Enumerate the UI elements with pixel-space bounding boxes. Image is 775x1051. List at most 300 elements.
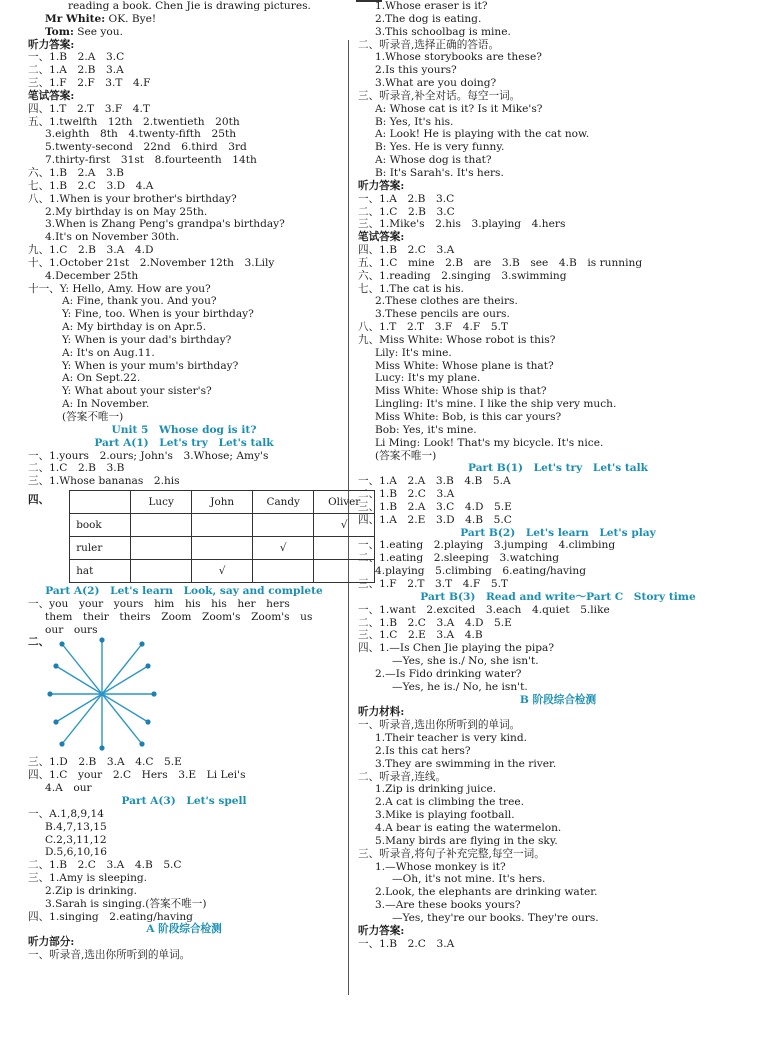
line-text: Y: When is your mum's birthday? — [62, 359, 239, 372]
answer-line — [28, 64, 340, 77]
answer-line — [358, 822, 758, 835]
table-header: Lucy — [131, 491, 192, 514]
answer-line — [28, 13, 340, 26]
line-text: 2.A cat is climbing the tree. — [375, 796, 525, 809]
answer-line — [358, 116, 758, 129]
answer-line — [358, 64, 758, 77]
line-text: Lingling: It's mine. I like the ship very much. — [375, 398, 617, 411]
answer-line — [28, 898, 340, 911]
answer-line — [358, 372, 758, 385]
line-text: 3.Sarah is singing.(答案不唯一) — [45, 897, 207, 910]
matching-dot — [145, 664, 150, 669]
answer-line — [28, 167, 340, 180]
answer-line — [28, 270, 340, 283]
line-text: —Oh, it's not mine. It's hers. — [392, 873, 546, 886]
answer-line — [28, 462, 340, 475]
table-cell — [253, 514, 314, 537]
left-column — [28, 0, 361, 962]
table-prefix: 四、 — [28, 494, 50, 507]
answer-line — [358, 501, 758, 514]
line-text: 一、1.B 2.A 3.C — [28, 51, 125, 64]
line-text: A: On Sept.22. — [62, 372, 141, 385]
section-heading: Unit 5 Whose dog is it? — [111, 423, 257, 436]
line-text: 4.It's on November 30th. — [45, 231, 180, 244]
line-text: our ours — [45, 623, 98, 636]
answer-line — [358, 809, 758, 822]
table-row-label: hat — [70, 560, 131, 583]
answer-line — [28, 372, 340, 385]
answer-line — [28, 872, 340, 885]
answer-line — [28, 154, 340, 167]
table-header: Oliver — [314, 491, 375, 514]
line-label: 听力答案: — [358, 924, 405, 937]
line-text: 4.A bear is eating the watermelon. — [375, 822, 562, 834]
section-heading: Part A(3) Let's spell — [121, 794, 247, 807]
answer-line — [358, 103, 758, 116]
answer-line — [358, 629, 758, 642]
answer-line — [28, 218, 340, 231]
line-text: 八、1.When is your brother's birthday? — [28, 192, 237, 205]
line-text: D.5,6,10,16 — [45, 846, 108, 859]
line-text: 二、听录音,连线。 — [358, 770, 447, 783]
section-heading: Part B(3) Read and write～Part C Story time — [420, 590, 696, 603]
answer-line — [358, 26, 758, 39]
answer-line — [358, 128, 758, 141]
answer-line — [28, 128, 340, 141]
line-text: reading a book. Chen Jie is drawing pictures. — [54, 0, 311, 12]
answer-line — [358, 347, 758, 360]
line-text: B: Yes. He is very funny. — [375, 141, 505, 154]
answer-line — [28, 90, 340, 103]
line-text: 3.Mike is playing football. — [375, 809, 515, 822]
answer-line — [358, 90, 758, 103]
line-text: 八、1.T 2.T 3.F 4.F 5.T — [358, 321, 508, 334]
table-row — [70, 514, 375, 537]
line-text: B.4,7,13,15 — [45, 820, 107, 833]
answer-line — [28, 244, 340, 257]
line-text: 3.What are you doing? — [375, 77, 497, 90]
line-text: 三、1.B 2.A 3.C 4.D 5.E — [358, 500, 512, 513]
line-text: 五、1.twelfth 12th 2.twentieth 20th — [28, 115, 240, 128]
line-text: 一、1.B 2.C 3.A — [358, 937, 455, 950]
line-text: 四、1.—Is Chen Jie playing the pipa? — [358, 642, 555, 655]
line-text: 2.Is this cat hers? — [375, 744, 471, 757]
answer-line — [358, 244, 758, 257]
table-cell — [192, 514, 253, 537]
line-text: 一、听录音,选出你所听到的单词。 — [358, 719, 521, 732]
line-label: Mr White: — [45, 12, 106, 25]
answer-line — [358, 681, 758, 694]
answer-line — [358, 270, 758, 283]
answer-line — [358, 411, 758, 424]
answer-line — [358, 925, 758, 938]
line-text: 5.Many birds are flying in the sky. — [375, 834, 558, 847]
line-text: 1.Zip is drinking juice. — [375, 783, 497, 796]
line-text: 三、听录音,补全对话。每空一词。 — [358, 89, 521, 102]
answer-line — [358, 617, 758, 630]
line-text: 2.The dog is eating. — [375, 12, 482, 25]
section-heading: Part A(1) Let's try Let's talk — [94, 436, 274, 449]
line-text: C.2,3,11,12 — [45, 833, 107, 846]
line-text: A: Fine, thank you. And you? — [62, 295, 217, 308]
answer-line — [358, 308, 758, 321]
right-lines — [358, 0, 758, 950]
answer-line — [28, 51, 340, 64]
answer-line — [28, 206, 340, 219]
table-cell: √ — [192, 560, 253, 583]
line-text: 3.They are swimming in the river. — [375, 757, 557, 770]
answer-line — [358, 552, 758, 565]
matching-dot — [139, 642, 144, 647]
answer-line — [358, 655, 758, 668]
line-text: OK. Bye! — [105, 12, 157, 25]
answer-line — [358, 334, 758, 347]
table-cell — [131, 560, 192, 583]
answer-line — [28, 77, 340, 90]
answer-line — [358, 745, 758, 758]
matching-dot — [139, 742, 144, 747]
left-lines-a — [28, 0, 340, 488]
answer-line — [358, 283, 758, 296]
line-text: 1.—Whose monkey is it? — [375, 860, 506, 873]
line-text: 三、1.Mike's 2.his 3.playing 4.hers — [358, 218, 566, 231]
section-heading: Part B(2) Let's learn Let's play — [460, 526, 656, 539]
line-text: Lily: It's mine. — [375, 346, 452, 359]
answer-line — [28, 103, 340, 116]
table-header: Candy — [253, 491, 314, 514]
answer-line — [358, 848, 758, 861]
line-text: A: Whose cat is it? Is it Mike's? — [375, 102, 543, 115]
answer-line — [28, 26, 340, 39]
line-text: 2.My birthday is on May 25th. — [45, 205, 208, 218]
answer-line — [28, 624, 340, 637]
line-text: 4.playing 5.climbing 6.eating/having — [375, 565, 587, 578]
line-text: 一、1.eating 2.playing 3.jumping 4.climbing — [358, 539, 616, 552]
line-text: 二、1.A 2.B 3.A — [28, 64, 124, 77]
answer-line — [358, 668, 758, 681]
answer-line — [28, 257, 340, 270]
answer-line — [358, 360, 758, 373]
answer-line — [28, 141, 340, 154]
line-text: 三、1.Amy is sleeping. — [28, 872, 148, 885]
section-heading: Part B(1) Let's try Let's talk — [468, 462, 648, 475]
line-text: 1.Their teacher is very kind. — [375, 732, 528, 745]
answer-line — [358, 154, 758, 167]
answer-line — [28, 885, 340, 898]
line-label: 笔试答案: — [28, 89, 75, 102]
line-text: 1.Whose storybooks are these? — [375, 51, 542, 64]
diagram-label: 二、 — [28, 636, 50, 649]
answer-line — [358, 604, 758, 617]
answer-line — [28, 821, 340, 834]
answer-line — [28, 936, 340, 949]
line-text: 十一、Y: Hello, Amy. How are you? — [28, 282, 211, 295]
line-label: 听力答案: — [358, 179, 405, 192]
answer-line — [28, 116, 340, 129]
line-text: Li Ming: Look! That's my bicycle. It's nice. — [375, 436, 604, 449]
left-lines-c — [28, 756, 340, 962]
answer-line — [358, 295, 758, 308]
line-text: 三、听录音,将句子补充完整,每空一词。 — [358, 847, 545, 860]
answer-line — [358, 642, 758, 655]
line-label: Tom: — [45, 25, 74, 38]
table-cell — [192, 537, 253, 560]
answer-line — [358, 13, 758, 26]
line-label: 听力部分: — [28, 936, 75, 949]
line-text: 2.—Is Fido drinking water? — [375, 667, 522, 680]
answer-line — [28, 321, 340, 334]
answer-line — [358, 565, 758, 578]
answer-line — [358, 578, 758, 591]
line-text: 七、1.The cat is his. — [358, 282, 464, 295]
answer-line — [28, 949, 340, 962]
line-text: 一、听录音,选出你所听到的单词。 — [28, 949, 191, 962]
table-cell — [131, 514, 192, 537]
answer-line — [358, 257, 758, 270]
answer-line — [358, 231, 758, 244]
answer-line — [28, 782, 340, 795]
line-text: —Yes, he is./ No, he isn't. — [392, 680, 528, 693]
line-label: 笔试答案: — [358, 231, 405, 244]
matching-dot — [47, 692, 52, 697]
line-text: 四、1.B 2.C 3.A — [358, 244, 455, 257]
answer-line — [358, 835, 758, 848]
line-text: —Yes, they're our books. They're ours. — [392, 911, 599, 924]
line-text: 四、1.C your 2.C Hers 3.E Li Lei's — [28, 769, 246, 782]
line-text: Y: When is your dad's birthday? — [62, 333, 232, 346]
line-text: 一、1.A 2.B 3.C — [358, 192, 455, 205]
line-text: A: Look! He is playing with the cat now. — [375, 128, 590, 141]
matching-dot — [53, 720, 58, 725]
line-text: 3.When is Zhang Peng's grandpa's birthday? — [45, 218, 285, 231]
table-row-label: book — [70, 514, 131, 537]
answer-line — [28, 0, 340, 13]
answer-line — [358, 193, 758, 206]
section-heading: B 阶段综合检测 — [519, 693, 597, 706]
line-text: 二、1.eating 2.sleeping 3.watching — [358, 552, 560, 565]
line-text: 一、1.yours 2.ours; John's 3.Whose; Amy's — [28, 449, 269, 462]
answer-line — [358, 796, 758, 809]
answer-line — [28, 180, 340, 193]
line-text: Y: What about your sister's? — [62, 385, 212, 398]
answer-line — [358, 51, 758, 64]
right-column — [358, 0, 758, 950]
line-text: Bob: Yes, it's mine. — [375, 423, 477, 436]
answer-line — [358, 514, 758, 527]
line-text: A: Whose dog is that? — [375, 154, 492, 167]
line-text: 四、1.A 2.E 3.D 4.B 5.C — [358, 513, 512, 526]
line-label: 听力材料: — [358, 706, 405, 719]
matching-dot — [151, 692, 156, 697]
answer-line — [28, 911, 340, 924]
matching-dot — [99, 746, 104, 751]
line-text: Lucy: It's my plane. — [375, 372, 481, 385]
answer-line — [358, 886, 758, 899]
table-row — [70, 560, 375, 583]
answer-line — [28, 598, 340, 611]
matching-dot — [53, 664, 58, 669]
answer-line — [28, 39, 340, 52]
answer-line — [28, 756, 340, 769]
line-text: A: It's on Aug.11. — [62, 346, 155, 359]
answer-line — [358, 141, 758, 154]
line-text: 一、A.1,8,9,14 — [28, 807, 105, 820]
answer-line — [358, 424, 758, 437]
answer-line — [28, 283, 340, 296]
line-text: 三、1.Whose bananas 2.his — [28, 475, 180, 488]
matching-diagram — [28, 636, 340, 756]
answer-line — [358, 385, 758, 398]
line-text: 2.Zip is drinking. — [45, 884, 138, 897]
answer-line — [28, 347, 340, 360]
line-text: 7.thirty-first 31st 8.fourteenth 14th — [45, 154, 257, 167]
line-text: 二、1.B 2.C 3.A 4.D 5.E — [358, 616, 512, 629]
line-text: —Yes, she is./ No, she isn't. — [392, 655, 539, 668]
line-text: 2.Is this yours? — [375, 64, 457, 77]
line-text: 六、1.reading 2.singing 3.swimming — [358, 269, 567, 282]
answer-line — [358, 488, 758, 501]
matching-dot — [99, 638, 104, 643]
line-text: 一、1.want 2.excited 3.each 4.quiet 5.like — [358, 603, 610, 616]
answer-table — [69, 490, 375, 583]
line-text: B: It's Sarah's. It's hers. — [375, 166, 504, 179]
matching-dot — [145, 720, 150, 725]
line-text: See you. — [73, 25, 123, 38]
answer-line — [358, 771, 758, 784]
line-text: 一、you your yours him his his her hers — [28, 597, 290, 610]
line-text: 二、1.B 2.C 3.A 4.B 5.C — [28, 859, 182, 872]
line-text: 3.eighth 8th 4.twenty-fifth 25th — [45, 128, 237, 141]
answer-line — [358, 719, 758, 732]
answer-line — [28, 398, 340, 411]
line-text: 4.December 25th — [45, 269, 139, 282]
answer-line — [358, 321, 758, 334]
line-text: 一、1.A 2.A 3.B 4.B 5.A — [358, 475, 511, 488]
line-text: Miss White: Whose ship is that? — [375, 385, 547, 398]
line-text: (答案不唯一) — [375, 449, 437, 462]
line-text: 2.Look, the elephants are drinking water. — [375, 886, 598, 899]
answer-line — [28, 231, 340, 244]
answer-line — [358, 758, 758, 771]
line-text: 七、1.B 2.C 3.D 4.A — [28, 179, 154, 192]
answer-line — [28, 334, 340, 347]
table-corner — [70, 491, 131, 514]
answer-line — [28, 308, 340, 321]
answer-line — [358, 218, 758, 231]
line-label: 听力答案: — [28, 38, 75, 51]
answer-line — [358, 706, 758, 719]
line-text: 二、1.B 2.C 3.A — [358, 488, 455, 501]
line-text: 六、1.B 2.A 3.B — [28, 166, 124, 179]
answer-line — [358, 77, 758, 90]
section-heading: A 阶段综合检测 — [146, 923, 222, 936]
line-text: 四、1.T 2.T 3.F 4.T — [28, 102, 150, 115]
answer-line — [28, 385, 340, 398]
answer-line — [28, 846, 340, 859]
answer-line — [28, 808, 340, 821]
answer-line — [28, 475, 340, 488]
answer-line — [358, 861, 758, 874]
line-text: 三、1.D 2.B 3.A 4.C 5.E — [28, 756, 182, 769]
line-text: Miss White: Whose plane is that? — [375, 359, 554, 372]
answer-line — [28, 411, 340, 424]
answer-line — [358, 39, 758, 52]
line-text: 九、1.C 2.B 3.A 4.D — [28, 244, 154, 257]
answer-table-block — [28, 488, 361, 585]
answer-line — [28, 834, 340, 847]
line-text: Miss White: Bob, is this car yours? — [375, 411, 562, 423]
answer-line — [358, 938, 758, 951]
line-text: 二、1.C 2.B 3.B — [28, 462, 125, 475]
answer-line — [358, 167, 758, 180]
line-text: A: In November. — [62, 398, 150, 411]
answer-line — [28, 295, 340, 308]
answer-line — [28, 450, 340, 463]
table-cell: √ — [314, 514, 375, 537]
answer-line — [358, 450, 758, 463]
table-cell — [253, 560, 314, 583]
line-text: B: Yes, It's his. — [375, 115, 454, 128]
line-text: 五、1.C mine 2.B are 3.B see 4.B is running — [358, 256, 643, 269]
answer-line — [358, 783, 758, 796]
line-text: 3.This schoolbag is mine. — [375, 25, 511, 38]
section-heading: Part A(2) Let's learn Look, say and complete — [45, 585, 323, 598]
answer-line — [358, 475, 758, 488]
answer-line — [28, 859, 340, 872]
line-text: 十、1.October 21st 2.November 12th 3.Lily — [28, 256, 275, 269]
answer-line — [358, 398, 758, 411]
answer-line — [28, 611, 340, 624]
answer-line — [358, 539, 758, 552]
line-text: A: My birthday is on Apr.5. — [62, 321, 207, 334]
line-text: 九、Miss White: Whose robot is this? — [358, 333, 556, 346]
line-text: Y: Fine, too. When is your birthday? — [62, 308, 254, 321]
line-text: 三、1.F 2.T 3.T 4.F 5.T — [358, 577, 508, 590]
matching-dot — [59, 742, 64, 747]
line-text: 5.twenty-second 22nd 6.third 3rd — [45, 141, 247, 154]
line-text: 3.These pencils are ours. — [375, 308, 510, 321]
line-text: 三、1.F 2.F 3.T 4.F — [28, 77, 151, 90]
answer-line — [28, 769, 340, 782]
line-text: 二、1.C 2.B 3.C — [358, 205, 455, 218]
answer-line — [358, 912, 758, 925]
table-header: John — [192, 491, 253, 514]
answer-line — [28, 360, 340, 373]
answer-line — [358, 437, 758, 450]
answer-line — [28, 193, 340, 206]
line-text: 四、1.singing 2.eating/having — [28, 910, 193, 923]
answer-line — [358, 0, 758, 13]
table-row — [70, 537, 375, 560]
line-text: them their theirs Zoom Zoom's Zoom's us — [45, 610, 313, 623]
answer-line — [358, 180, 758, 193]
line-text: 二、听录音,选择正确的答语。 — [358, 38, 500, 51]
table-row-label: ruler — [70, 537, 131, 560]
left-lines-b — [28, 585, 340, 636]
line-text: 4.A our — [45, 782, 92, 795]
line-text: 三、1.C 2.E 3.A 4.B — [358, 629, 483, 642]
line-text: (答案不唯一) — [62, 411, 124, 423]
table-cell — [131, 537, 192, 560]
table-cell: √ — [253, 537, 314, 560]
star-lines-diagram — [42, 636, 162, 754]
line-text: 1.Whose eraser is it? — [375, 0, 488, 12]
answer-line — [358, 206, 758, 219]
line-text: 2.These clothes are theirs. — [375, 295, 518, 308]
line-text: 3.—Are these books yours? — [375, 899, 521, 912]
answer-line — [358, 732, 758, 745]
answer-line — [358, 899, 758, 912]
